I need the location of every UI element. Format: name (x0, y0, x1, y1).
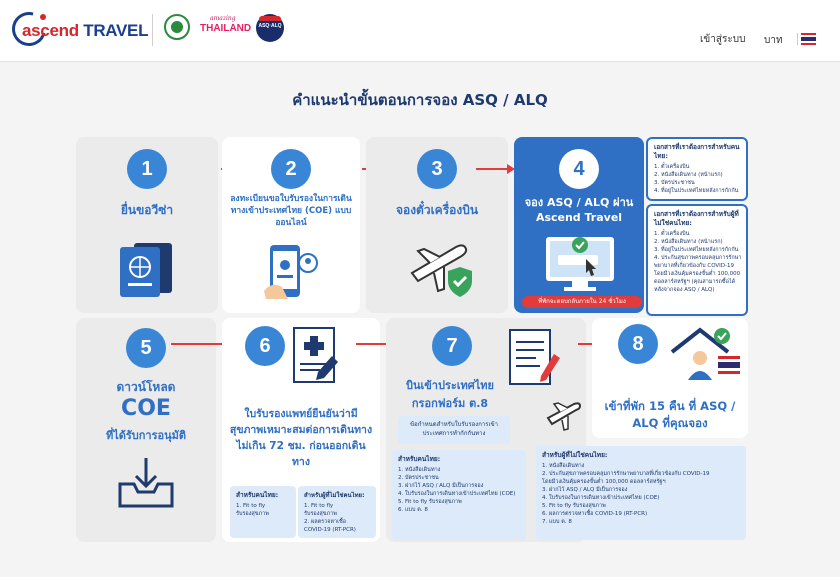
logo-dot (40, 14, 46, 20)
step-6-foreign-box (298, 486, 376, 538)
list-item: 4. ใบรับรองในการเดินทางเข้าประเทศไทย (COE) (542, 495, 660, 501)
step-8-foreign-heading: สำหรับผู้ที่ไม่ใช่คนไทย: (542, 451, 608, 459)
list-item: 1. ตั๋วเครื่องบิน (654, 164, 690, 170)
step-4-card (514, 137, 644, 313)
home-quarantine-icon (666, 322, 742, 384)
step-6-thai-heading: สำหรับคนไทย: (236, 491, 279, 499)
ascend-travel-logo[interactable] (12, 10, 149, 50)
step-1-number: 1 (127, 149, 167, 189)
step-7-thai-list (398, 466, 515, 514)
step-8-number: 8 (618, 324, 658, 364)
list-item: 2. บัตรประชาชน (398, 475, 439, 481)
list-item: 4. ใบรับรองในการเดินทางเข้าประเทศไทย (COE) (398, 491, 516, 497)
header-divider (152, 14, 153, 46)
step-6-thai-box (230, 486, 296, 538)
step-5-number: 5 (126, 328, 166, 368)
medical-certificate-icon (288, 324, 344, 388)
list-item: 2. ผลตรวจหาเชื้อ (304, 519, 347, 525)
step-7-title-line1: บินเข้าประเทศไทย (406, 379, 494, 392)
phone-app-icon (258, 241, 328, 307)
arrow-3-4 (476, 168, 512, 170)
list-item: 2. หนังสือเดินทาง (หน้าแรก) (654, 172, 723, 178)
step-1-card (76, 137, 218, 313)
step-4-docs-foreign (646, 204, 748, 316)
step-8-foreign-box (536, 446, 746, 540)
list-item: 4. ประกันสุขภาพครอบคลุมการรักษาพยาบาลที่เกี่ยวข้องกับ COVID-19 โดยมีวงเงินคุ้มครองขั้นต่ำ 100,000 ดอลลาร์สหรัฐฯ (คุณสามารถซื้อได้หลังจากจอง ASQ / ALQ) (654, 255, 742, 293)
list-item: 1. หนังสือเดินทาง (398, 467, 441, 473)
step-6-foreign-list (304, 502, 356, 534)
list-item: 3. ที่อยู่ในประเทศไทยหลังการกักกัน (654, 247, 739, 253)
list-item: 2. หนังสือเดินทาง (หน้าแรก) (654, 239, 723, 245)
currency-selector[interactable]: บาท (764, 35, 783, 46)
amazing-text: amazing (210, 15, 236, 22)
monitor-booking-icon (542, 229, 618, 295)
list-item: 1. ตั๋วเครื่องบิน (654, 231, 690, 237)
step-6-thai-list (236, 502, 269, 518)
step-2-title: ลงทะเบียนขอใบรับรองในการเดินทางเข้าประเทศไทย (COE) แบบออนไลน์ (230, 194, 352, 228)
login-link[interactable]: เข้าสู่ระบบ (700, 34, 746, 45)
list-item: 3. บัตรประชาชน (654, 180, 695, 186)
list-item: 6. แบบ ต. 8 (398, 507, 428, 513)
download-tray-icon (114, 454, 178, 514)
page-title: คำแนะนำขั้นตอนการจอง ASQ / ALQ (292, 91, 548, 109)
list-item: 3. ฝากไว้ ASQ / ALQ มีเป็นการจอง (398, 483, 484, 489)
form-clipboard-icon (504, 324, 564, 394)
step-6-foreign-heading: สำหรับผู้ที่ไม่ใช่คนไทย: (304, 492, 365, 499)
list-item: 1. หนังสือเดินทาง (542, 463, 585, 469)
asq-alq-badge-text: ASQ·ALQ (258, 23, 282, 29)
step-3-card (366, 137, 508, 313)
list-item: รับรองสุขภาพ (236, 511, 269, 517)
arrow-5-6 (171, 343, 229, 345)
step-8-foreign-list (542, 462, 742, 526)
step-3-title: จองตั๋วเครื่องบิน (395, 203, 479, 217)
step-6-number: 6 (245, 326, 285, 366)
list-item: 6. ผลการตรวจหาเชื้อ COVID-19 (RT-PCR) (542, 511, 648, 517)
step-5-card (76, 318, 216, 542)
list-item: 5. Fit to fly รับรองสุขภาพ (398, 499, 462, 505)
step-4-docs-thai (646, 137, 748, 201)
list-item: รับรองสุขภาพ (304, 511, 337, 517)
step-7-thai-heading: สำหรับคนไทย: (398, 455, 441, 463)
list-item: 4. ที่อยู่ในประเทศไทยหลังการกักกัน (654, 188, 739, 194)
list-item: 5. Fit to fly รับรองสุขภาพ (542, 503, 606, 509)
step-1-title: ยื่นขอวีซ่า (120, 203, 174, 217)
ministry-emblem-icon (164, 14, 190, 40)
list-item: 2. ประกันสุขภาพครอบคลุมการรักษาพยาบาลที่เกี่ยวข้องกับ COVID-19 (542, 471, 710, 477)
step-4-docs-foreign-list (654, 230, 744, 294)
step-4-response-note: ที่พักจะตอบกลับภายใน 24 ชั่วโมง (522, 296, 642, 308)
list-item: 1. Fit to fly (304, 503, 334, 509)
step-5-title-line1: ดาวน์โหลด (116, 380, 176, 394)
step-5-title-line2: COE (121, 396, 171, 421)
step-6-title: ใบรับรองแพทย์ยืนยันว่ามีสุขภาพเหมาะสมต่อการเดินทาง ไม่เกิน 72 ชม. ก่อนออกเดินทาง (229, 408, 373, 468)
step-2-number: 2 (271, 149, 311, 189)
thai-flag-icon[interactable] (797, 33, 815, 45)
step-5-title-line3: ที่ได้รับการอนุมัติ (105, 429, 187, 442)
step-3-number: 3 (417, 149, 457, 189)
top-navbar (0, 0, 840, 62)
logo-text-travel: TRAVEL (83, 21, 149, 40)
step-8-title: เข้าที่พัก 15 คืน ที่ ASQ / ALQ ที่คุณจอง (604, 399, 736, 430)
list-item: COVID-19 (RT-PCR) (304, 527, 356, 533)
list-item: 3. ฝากไว้ ASQ / ALQ มีเป็นการจอง (542, 487, 628, 493)
list-item: 7. แบบ ต. 8 (542, 519, 572, 525)
step-7-thai-box (392, 450, 526, 540)
plane-icon (544, 396, 584, 436)
thailand-text: THAILAND (200, 23, 252, 34)
asq-alq-badge (256, 14, 284, 42)
amazing-thailand-logo (200, 13, 252, 45)
step-4-docs-thai-list (654, 163, 738, 195)
step-7-requirement-box (398, 416, 510, 444)
step-4-title: จอง ASQ / ALQ ผ่าน Ascend Travel (524, 196, 634, 224)
step-4-docs-foreign-heading: เอกสารที่เราต้องการสำหรับผู้ที่ไม่ใช่คนไทย: (654, 210, 739, 227)
step-4-number: 4 (559, 149, 599, 189)
plane-check-icon (404, 237, 474, 301)
list-item: 1. Fit to fly (236, 503, 266, 509)
logo-wordmark (22, 21, 148, 41)
step-7-title-line2: กรอกฟอร์ม ต.8 (411, 397, 489, 410)
step-2-card (222, 137, 360, 313)
list-item: โดยมีวงเงินคุ้มครองขั้นต่ำ 100,000 ดอลลาร์สหรัฐฯ (542, 479, 666, 485)
logo-text-ascend: ascend (22, 21, 79, 40)
passport-icon (114, 239, 184, 299)
step-7-number: 7 (432, 326, 472, 366)
step-4-docs-thai-heading: เอกสารที่เราต้องการสำหรับคนไทย: (654, 143, 740, 160)
step-8-card (592, 318, 748, 438)
step-7-requirement-heading: ข้อกำหนดสำหรับใบรับรองการเข้าประเทศการทำกักกันทาง (410, 421, 498, 437)
